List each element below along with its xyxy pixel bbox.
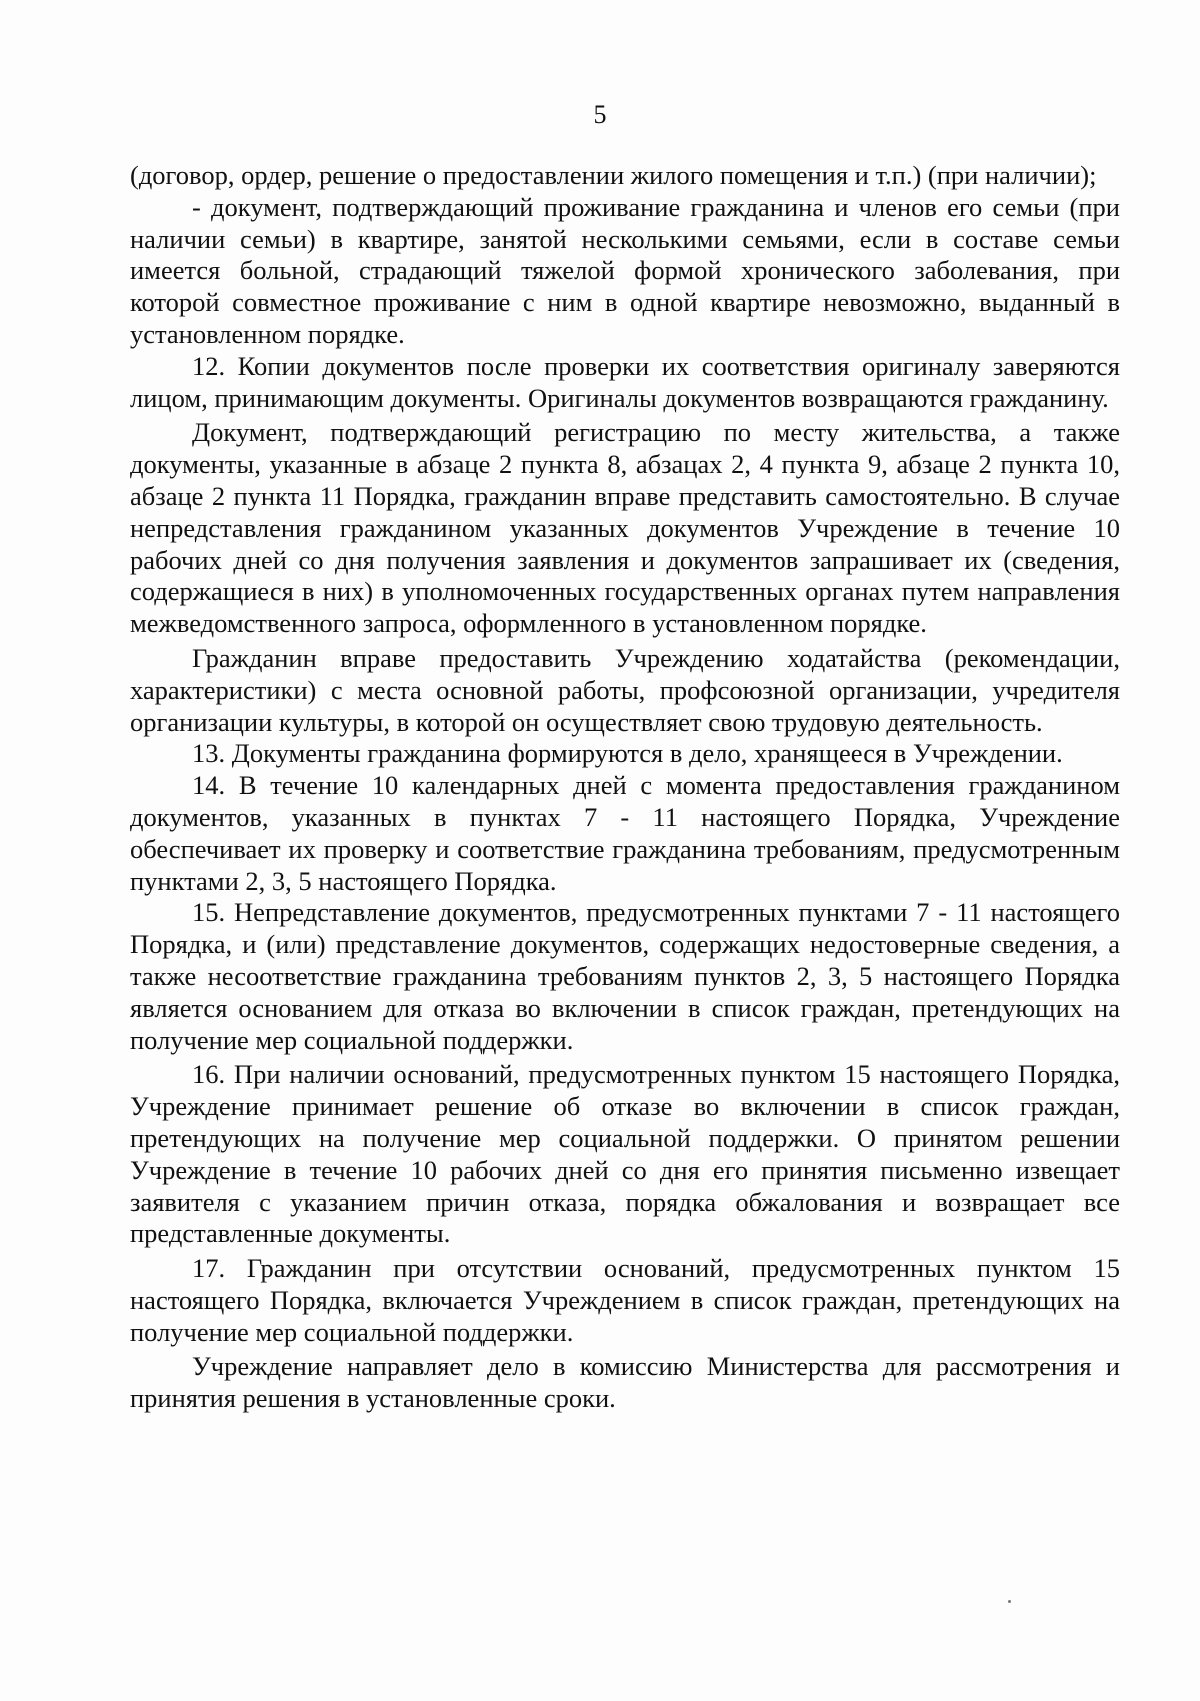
paragraph-12: 12. Копии документов после проверки их соответствия оригиналу заверяются лицом, принимающим документы. Оригиналы документов возвращаются гражданину. bbox=[130, 350, 1120, 413]
paragraph-17: 17. Гражданин при отсутствии оснований, предусмотренных пунктом 15 настоящего Порядка, включается Учреждением в список граждан, претендующих на получение мер социальной поддержки. bbox=[130, 1253, 1120, 1347]
paragraph-13: 13. Документы гражданина формируются в дело, хранящееся в Учреждении. bbox=[192, 738, 1063, 769]
paragraph-17-commission: Учреждение направляет дело в комиссию Министерства для рассмотрения и принятия решения в установленные сроки. bbox=[130, 1351, 1120, 1414]
scan-artifact-dot bbox=[1008, 1600, 1011, 1603]
paragraph-14: 14. В течение 10 календарных дней с момента предоставления гражданином документов, указанных в пунктах 7 - 11 настоящего Порядка, Учреждение обеспечивает их проверку и соответствие гражданина требованиям, предусмотренным пунктами 2, 3, 5 настоящего Порядка. bbox=[130, 770, 1120, 896]
paragraph-12-petitions: Гражданин вправе предоставить Учреждению ходатайства (рекомендации, характеристики) с места основной работы, профсоюзной организации, учредителя организации культуры, в которой он осуществляет свою трудовую деятельность. bbox=[130, 642, 1120, 737]
document-body bbox=[130, 160, 1120, 1415]
paragraph-12-registration: Документ, подтверждающий регистрацию по месту жительства, а также документы, указанные в абзаце 2 пункта 8, абзацах 2, 4 пункта 9, абзаце 2 пункта 10, абзаце 2 пункта 11 Порядка, гражданин вправе представить самостоятельно. В случае непредставления гражданином указанных документов Учреждение в течение 10 рабочих дней со дня получения заявления и документов запрашивает их (сведения, содержащиеся в них) в уполномоченных государственных органах путем направления межведомственного запроса, оформленного в установленном порядке. bbox=[130, 417, 1120, 639]
page-number: 5 bbox=[593, 100, 607, 129]
paragraph-continuation: (договор, ордер, решение о предоставлении жилого помещения и т.п.) (при наличии); bbox=[130, 160, 1097, 190]
paragraph-15: 15. Непредставление документов, предусмотренных пунктами 7 - 11 настоящего Порядка, и (или) представление документов, содержащих недостоверные сведения, а также несоответствие гражданина требованиям пунктов 2, 3, 5 настоящего Порядка является основанием для отказа во включении в список граждан, претендующих на получение мер социальной поддержки. bbox=[130, 897, 1120, 1055]
paragraph-16: 16. При наличии оснований, предусмотренных пунктом 15 настоящего Порядка, Учреждение принимает решение об отказе во включении в список граждан, претендующих на получение мер социальной поддержки. О принятом решении Учреждение в течение 10 рабочих дней со дня его принятия письменно извещает заявителя с указанием причин отказа, порядка обжалования и возвращает все представленные документы. bbox=[130, 1059, 1120, 1249]
paragraph-dash-document: - документ, подтверждающий проживание гражданина и членов его семьи (при наличии семьи) в квартире, занятой несколькими семьями, если в составе семьи имеется больной, страдающий тяжелой формой хронического заболевания, при которой совместное проживание с ним в одной квартире невозможно, выданный в установленном порядке. bbox=[130, 191, 1120, 349]
